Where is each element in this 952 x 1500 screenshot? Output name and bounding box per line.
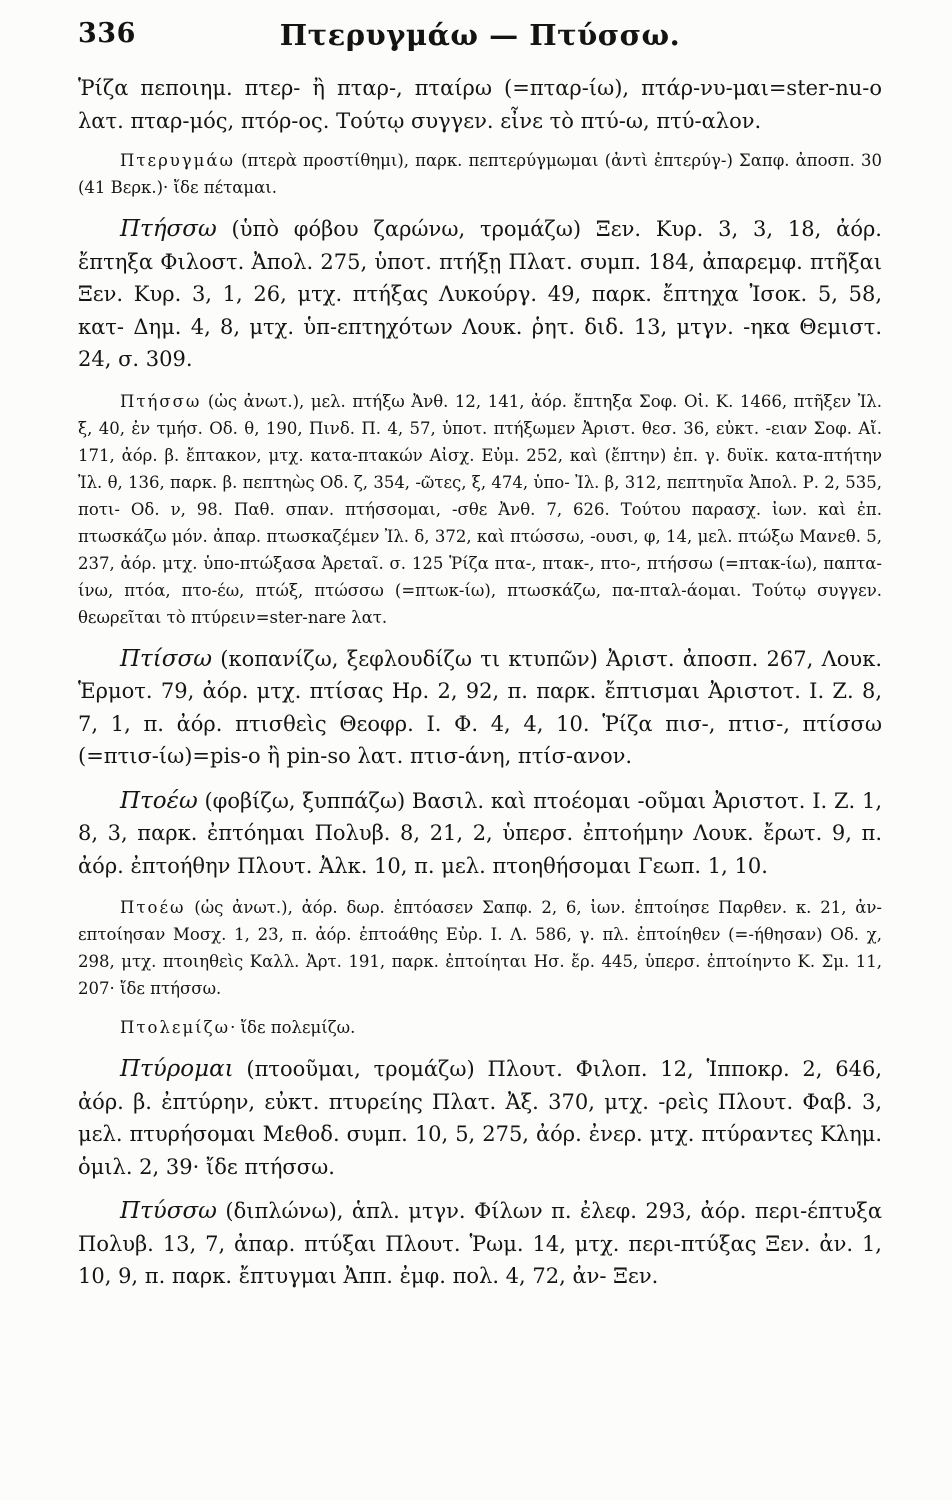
entry-lemma: Πτύρομαι xyxy=(120,1056,234,1082)
entry-ptyromai xyxy=(78,1053,882,1183)
entry-lemma: Πτίσσω xyxy=(120,645,212,672)
entry-lemma: Πτύσσω xyxy=(120,1198,217,1224)
entry-lemma: Πτήσσω xyxy=(120,216,217,242)
entry-ptolemizo xyxy=(78,1014,882,1041)
entry-lemma: Πτερυγμάω xyxy=(120,151,235,170)
entry-text: (πτοοῦμαι, τρομάζω) Πλουτ. Φιλοπ. 12, Ἱπποκρ. 2, 646, ἀόρ. β. ἐπτύρην, εὐκτ. πτυρείης Πλατ. Ἀξ. 370, μτχ. -ρεὶς Πλουτ. Φαβ. 3, μελ. πτυρήσομαι Μεθοδ. συμπ. 10, 5, 275, ἀόρ. ἐνερ. μτχ. πτύραντες Κλημ. ὁμιλ. 2, 39· ἴδε πτήσσω. xyxy=(78,1057,882,1179)
page-number: 336 xyxy=(78,18,136,49)
page-header xyxy=(78,18,882,66)
entry-ptysso xyxy=(78,1195,882,1293)
entry-text: (ὡς ἀνωτ.), ἀόρ. δωρ. ἐπτόασεν Σαπφ. 2, 6, ἰων. ἐπτοίησε Παρθεν. κ. 21, ἀν-επτοίησαν Μοσχ. 1, 23, π. ἀόρ. ἐπτοάθης Εὐρ. Ι. Λ. 586, γ. πλ. ἐπτοίηθεν (=-ήθησαν) Οδ. χ, 298, μτχ. πτοιηθεὶς Καλλ. Ἀρτ. 191, παρκ. ἐπτοίηται Ησ. ἔρ. 445, ὑπερσ. ἐπτοίηντο Κ. Σμ. 11, 207· ἴδε πτήσσω. xyxy=(78,898,882,998)
entry-ptoeo xyxy=(78,785,882,883)
entry-text: (πτερὰ προστίθημι), παρκ. πεπτερύγμωμαι (ἀντὶ ἐπτερύγ-) Σαπφ. ἀποσπ. 30 (41 Βερκ.)· ἴδε πέταμαι. xyxy=(78,151,882,197)
entry-ptoeo-poetic xyxy=(78,894,882,1002)
entry-text: (κοπανίζω, ξεφλουδίζω τι κτυπῶν) Ἀριστ. ἀποσπ. 267, Λουκ. Ἑρμοτ. 79, ἀόρ. μτχ. πτίσας Ηρ. 2, 92, π. παρκ. ἔπτισμαι Ἀριστοτ. Ι. Ζ. 8, 7, 1, π. ἀόρ. πτισθεὶς Θεοφρ. Ι. Φ. 4, 4, 10. Ῥίζα πισ-, πτισ-, πτίσσω (=πτισ-ίω)=pis-o ἢ pin-so λατ. πτισ-άνη, πτίσ-ανον. xyxy=(78,646,882,768)
running-head: Πτερυγμάω — Πτύσσω. xyxy=(279,18,681,52)
entry-pterygmao xyxy=(78,147,882,201)
entries xyxy=(78,72,882,1293)
entry-lemma: Πτοέω xyxy=(120,787,198,814)
entry-text: (διπλώνω), ἁπλ. μτγν. Φίλων π. ἐλεφ. 293, ἀόρ. περι-έπτυξα Πολυβ. 13, 7, ἀπαρ. πτύξαι Πλουτ. Ῥωμ. 14, μτχ. περι-πτύξας Ξεν. ἀν. 1, 10, 9, π. παρκ. ἔπτυγμαι Ἀππ. ἐμφ. πολ. 4, 72, ἀν- Ξεν. xyxy=(78,1199,882,1288)
entry-ptesso-poetic xyxy=(78,388,882,631)
entry-lemma: Πτήσσω xyxy=(120,391,202,411)
entry-text: (ὡς ἀνωτ.), μελ. πτήξω Ἀνθ. 12, 141, ἀόρ. ἔπτηξα Σοφ. Οἰ. Κ. 1466, πτῆξεν Ἰλ. ξ, 40, ἐν τμήσ. Οδ. θ, 190, Πινδ. Π. 4, 57, ὑποτ. πτήξωμεν Ἀριστ. θεσ. 36, εὐκτ. -ειαν Σοφ. Αἴ. 171, ἀόρ. β. ἔπτακον, μτχ. κατα-πτακών Αἰσχ. Εὐμ. 252, καὶ (ἔπτην) ἐπ. γ. δυϊκ. κατα-πτήτην Ἰλ. θ, 136, παρκ. β. πεπτηὼς Οδ. ζ, 354, -ῶτες, ξ, 474, ὑπο- Ἰλ. β, 312, πεπτηυῖα Ἀπολ. Ρ. 2, 535, ποτι- Οδ. ν, 98. Παθ. σπαν. πτήσσομαι, -σθε Ἀνθ. 7, 626. Τούτου παρασχ. ἰων. καὶ ἐπ. πτωσκάζω μόν. ἀπαρ. πτωσκαζέμεν Ἰλ. δ, 372, καὶ πτώσσω, -ουσι, φ, 14, μελ. πτώξω Μανεθ. 5, 237, ἀόρ. μτχ. ὑπο-πτώξασα Ἀρεταῖ. σ. 125 Ῥίζα πτα-, πτακ-, πτο-, πτήσσω (=πτακ-ίω), παπτα-ίνω, πτόα, πτο-έω, πτώξ, πτώσσω (=πτωκ-ίω), πτωσκάζω, πα-πταλ-άομαι. Τούτῳ συγγεν. θεωρεῖται τὸ πτύρειν=ster-nare λατ. xyxy=(78,391,882,627)
entry-text: (φοβίζω, ξυππάζω) Βασιλ. καὶ πτοέομαι -οῦμαι Ἀριστοτ. Ι. Ζ. 1, 8, 3, παρκ. ἐπτόημαι Πολυβ. 8, 21, 2, ὑπερσ. ἐπτοήμην Λουκ. ἔρωτ. 9, π. ἀόρ. ἐπτοήθην Πλουτ. Ἀλκ. 10, π. μελ. πτοηθήσομαι Γεωπ. 1, 10. xyxy=(78,788,882,878)
entry-text: Ῥίζα πεποιημ. πτερ- ἢ πταρ-, πταίρω (=πταρ-ίω), πτάρ-νυ-μαι=ster-nu-o λατ. πταρ-μός, πτόρ-ος. Τούτῳ συγγεν. εἶνε τὸ πτύ-ω, πτύ-αλον. xyxy=(78,76,882,133)
entry-ptisso xyxy=(78,643,882,773)
entry-text: (ὑπὸ φόβου ζαρώνω, τρομάζω) Ξεν. Κυρ. 3, 3, 18, ἀόρ. ἔπτηξα Φιλοστ. Ἀπολ. 275, ὑποτ. πτήξῃ Πλατ. συμπ. 184, ἀπαρεμφ. πτῆξαι Ξεν. Κυρ. 3, 1, 26, μτχ. πτήξας Λυκούργ. 49, παρκ. ἔπτηχα Ἰσοκ. 5, 58, κατ- Δημ. 4, 8, μτχ. ὑπ-επτηχότων Λουκ. ῥητ. διδ. 13, μτγν. -ηκα Θεμιστ. 24, σ. 309. xyxy=(78,217,882,371)
entry-ptesso xyxy=(78,213,882,376)
entry-lemma: Πτοέω xyxy=(120,898,186,917)
entry-root-note xyxy=(78,72,882,137)
entry-text: · ἴδε πολεμίζω. xyxy=(230,1018,356,1037)
entry-lemma: Πτολεμίζω xyxy=(120,1018,231,1037)
